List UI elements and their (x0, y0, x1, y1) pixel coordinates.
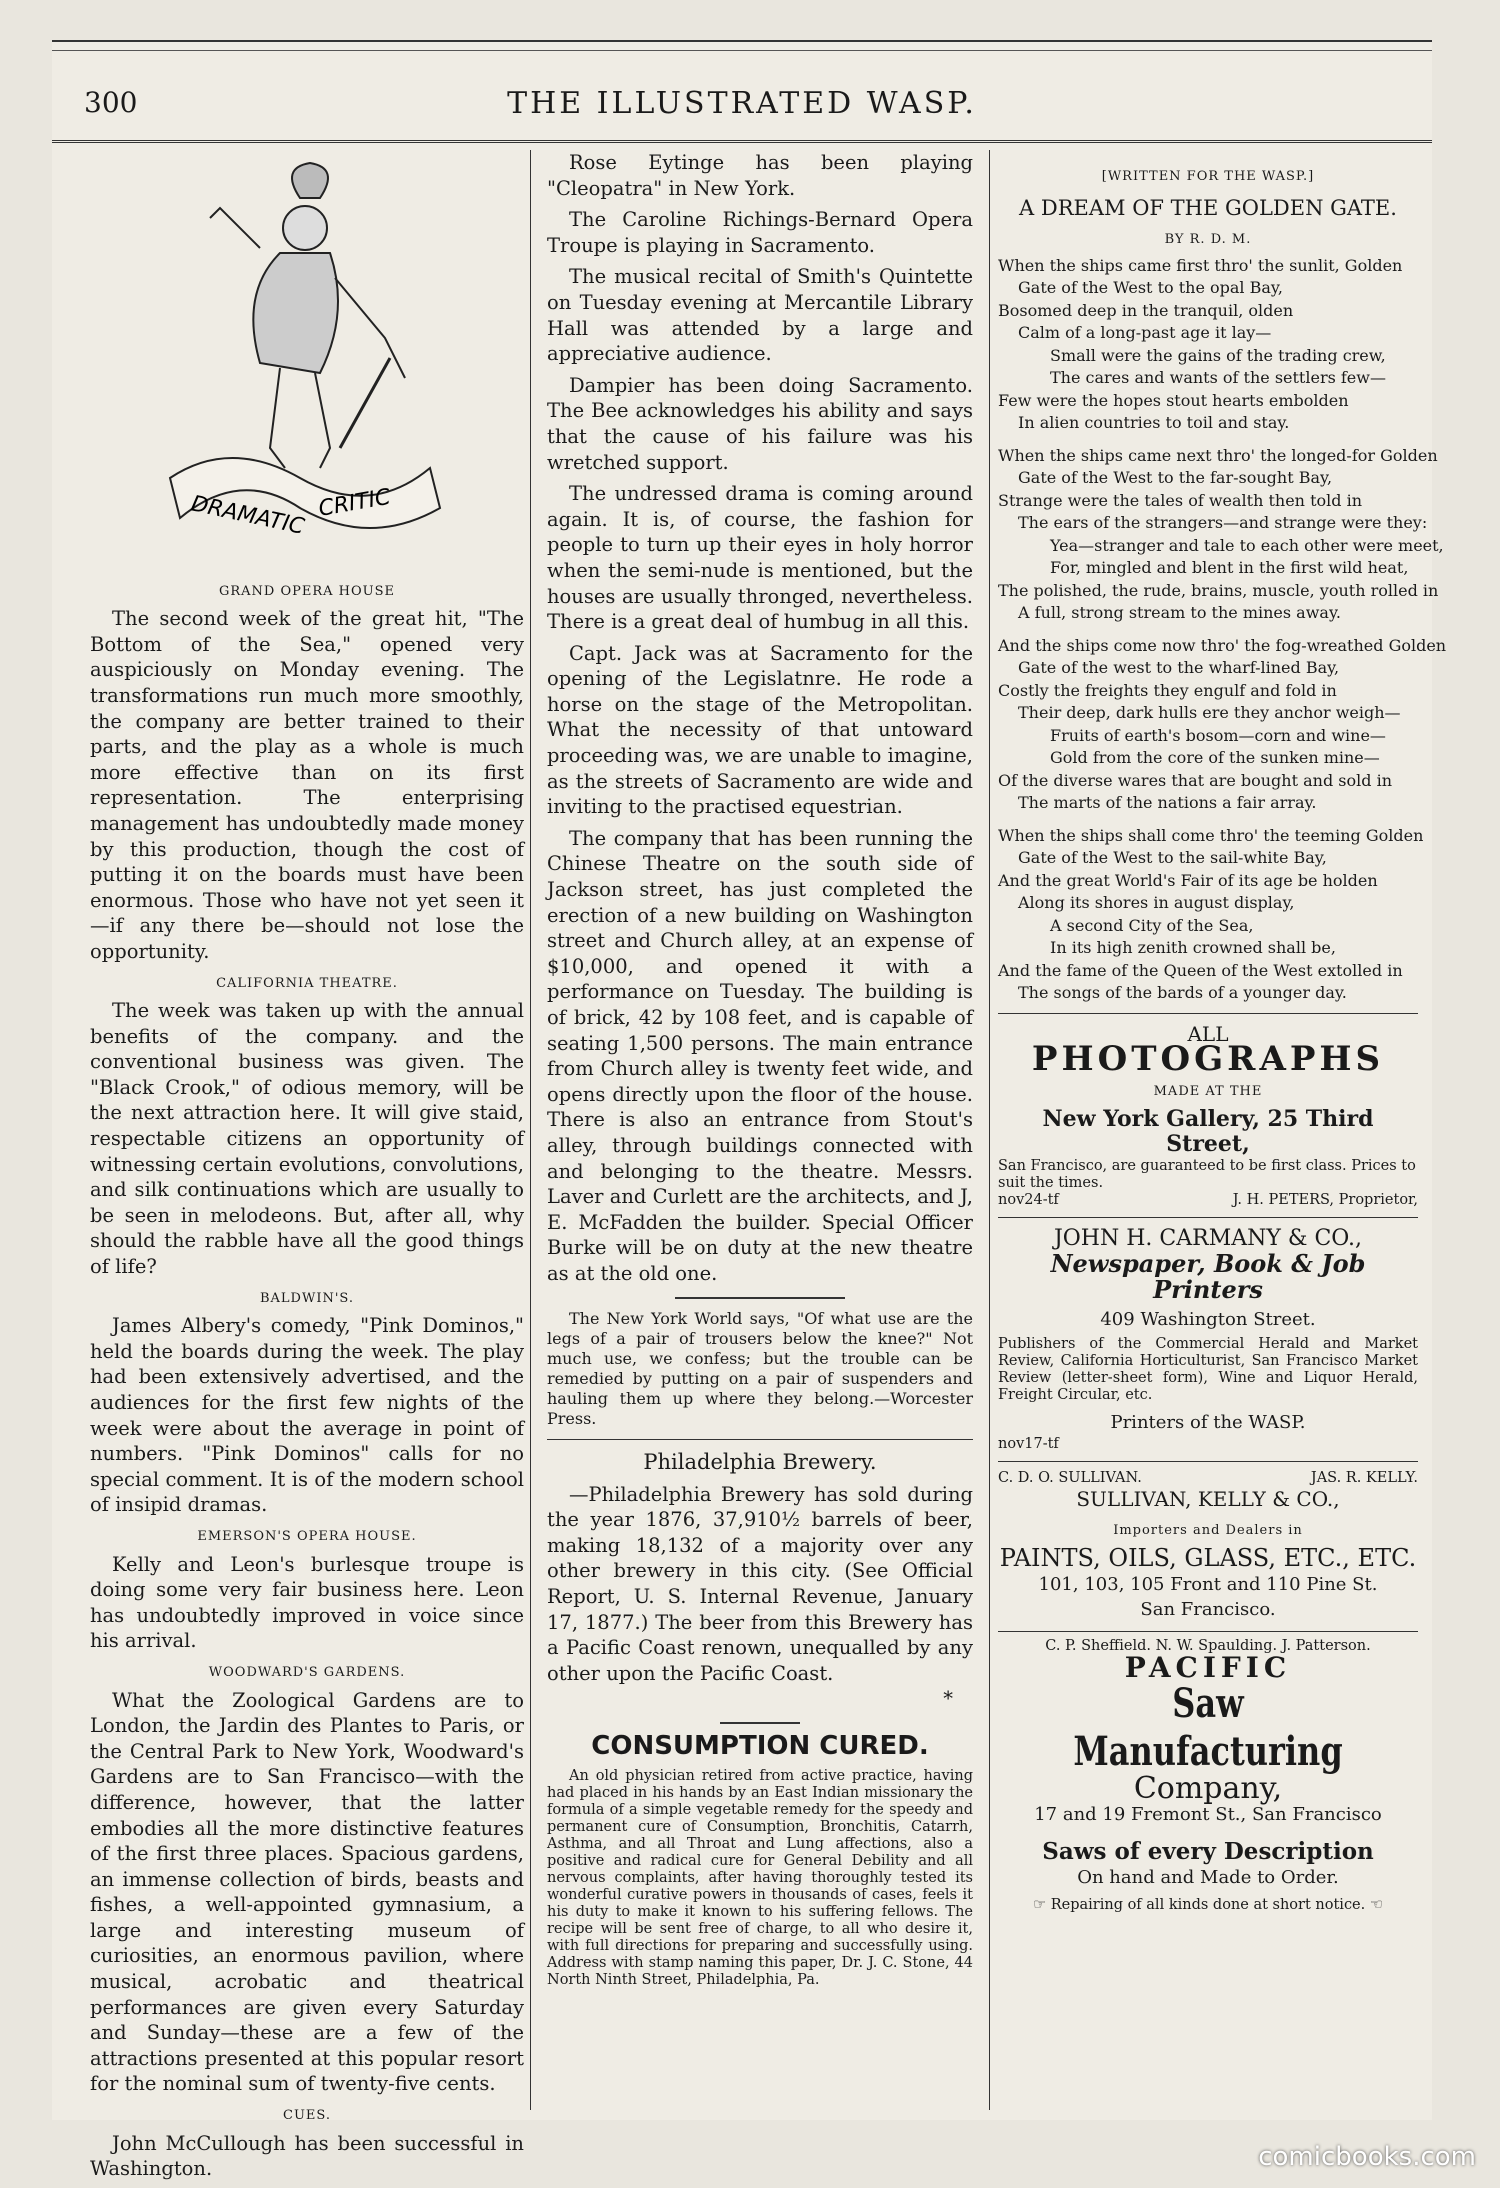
poem-line: Bosomed deep in the tranquil, olden (998, 300, 1294, 320)
article-cues: John McCullough has been successful in Washington. (90, 2131, 524, 2181)
heading-emerson: EMERSON'S OPERA HOUSE. (197, 1528, 417, 1544)
ad-skc-address: 101, 103, 105 Front and 110 Pine St. (1038, 1573, 1378, 1595)
poem-line: Gate of the West to the far-sought Bay, (1018, 468, 1333, 488)
ad-photo-sf: San Francisco, are guaranteed to be first class. Prices to suit the times. (998, 1157, 1416, 1191)
note-capt-jack: Capt. Jack was at Sacramento for the opening of the Legislatnre. He rode a horse on the stage of the Metropolitan. What the necessity of that untoward proceeding was, we are unable to imagine, as the streets of Sacramento are wide and inviting to the practised equestrian. (547, 641, 973, 819)
article-california: The week was taken up with the annual benefits of the company. and the conventional business was given. The "Black Crook," of odious memory, will be the next attraction here. It will give staid, respectable citizens an opportunity of witnessing certain evolutions, convolutions, and silk continuations which are usually to be seen in melodeons. But, after all, why should the rabble have all the good things of life? (90, 999, 524, 1279)
poem-line: Fruits of earth's bosom—corn and wine— (1050, 725, 1386, 745)
ad-carmany-code: nov17-tf (998, 1435, 1059, 1452)
ad-photographs (998, 1014, 1418, 1218)
ad-skc-city: San Francisco. (1140, 1599, 1276, 1621)
note-eytinge: Rose Eytinge has been playing "Cleopatra" in New York. (547, 151, 973, 200)
poem-line: The ears of the strangers—and strange were they: (1018, 513, 1428, 533)
poem-line: When the ships shall come thro' the teeming Golden (998, 825, 1424, 845)
ad-photo-code: nov24-tf (998, 1191, 1059, 1208)
brewery-text: —Philadelphia Brewery has sold during the year 1876, 37,910½ barrels of beer, making 18,132 of a majority over any other brewery in this city. (See Official Report, U. S. Internal Revenue, January 17, 1877.) The beer from this Brewery has a Pacific Coast renown, unequalled by any other upon the Pacific Coast. (547, 1482, 973, 1685)
poem-line: In alien countries to toil and stay. (1018, 413, 1290, 433)
star-mark: * (943, 1687, 953, 1711)
column-middle (530, 150, 990, 2110)
poem-title: A DREAM OF THE GOLDEN GATE. (1019, 195, 1397, 220)
heading-california: CALIFORNIA THEATRE. (216, 975, 398, 991)
note-chinese-theatre: The company that has been running the Chinese Theatre on the south side of Jackson street, has just completed the erection of a new building on Washington street and Church alley, at an expense of $10,000, and opened it with a performance on Tuesday. The building is of brick, 42 by 108 feet, and is capable of seating 1,500 persons. The main entrance from Church alley is twenty feet wide, and opens directly upon the floor of the house. There is also an entrance from Stout's alley, through buildings connected with and belonging to the theatre. Messrs. Laver and Curlett are the architects, and J, E. McFadden the builder. Special Officer Burke will be on duty at the new theatre as at the old one. (547, 826, 973, 1285)
ad-saw-address: 17 and 19 Fremont St., San Francisco (1034, 1803, 1382, 1825)
heading-cues: CUES. (283, 2108, 331, 2124)
poem-line: Their deep, dark hulls ere they anchor weigh— (1018, 703, 1401, 723)
ad-carmany-printers: Printers of the WASP. (1110, 1412, 1306, 1434)
poem-block (998, 150, 1447, 1014)
poem-line: Calm of a long-past age it lay— (1018, 323, 1272, 343)
hand-pointer-icon: ☞ (1033, 1896, 1051, 1913)
consumption-text: An old physician retired from active practice, having had placed in his hands by an East Indian missionary the formula of a simple vegetable remedy for the speedy and permanent cure of Consumption, Bronchitis, Catarrh, Asthma, and all Throat and Lung affections, also a positive and radical cure for General Debility and all nervous complaints, after having thoroughly tested its wonderful curative powers in thousands of cases, feels it his duty to make it known to his suffering fellows. The recipe will be sent free of charge, to all who desire it, with full directions for preparing and successfully using. Address with stamp naming this paper, Dr. J. C. Stone, 44 North Ninth Street, Philadelphia, Pa. (547, 1767, 973, 1988)
poem-line: The polished, the rude, brains, muscle, youth rolled in (998, 580, 1439, 600)
article-baldwin: James Albery's comedy, "Pink Dominos," held the boards during the week. The play had been extensively advertised, and the audiences for the first few nights of the week were about the average in point of numbers. "Pink Dominos" calls for no special comment. It is of the modern school of insipid dramas. (90, 1314, 524, 1517)
poem-line: And the ships come now thro' the fog-wreathed Golden (998, 635, 1447, 655)
poem-line: Gold from the core of the sunken mine— (1050, 748, 1380, 768)
poem-line: For, mingled and blent in the first wild heat, (1050, 558, 1409, 578)
top-rule (52, 40, 1432, 51)
brewery-title: Philadelphia Brewery. (643, 1450, 877, 1475)
poem-line: Gate of the West to the sail-white Bay, (1018, 848, 1327, 868)
article-woodward: What the Zoological Gardens are to London, the Jardin des Plantes to Paris, or the Central Park to New York, Woodward's Gardens are to San Francisco—with the difference, however, that the latter embodies all the more distinctive features of the first three places. Spacious gardens, an immense collection of birds, beasts and fishes, a well-appointed gymnasium, a large and interesting museum of curiosities, an enormous pavilion, where musical, acrobatic and theatrical performances are given every Saturday and Sunday—these are a few of the attractions presented at this popular resort for the nominal sum of twenty-five cents. (90, 1688, 524, 2096)
article-grand-opera: The second week of the great hit, "The Bottom of the Sea," opened very auspiciously on Monday evening. The transformations run much more smoothly, the company are better trained to their parts, and the play as a whole is much more effective than on its first representation. The enterprising management has undoubtedly made money by this production, though the cost of putting it on the boards must have been enormous. Those who have not yet seen it—if any there be—should not lose the opportunity. (90, 607, 524, 963)
ad-photo-all: ALL (1187, 1021, 1229, 1046)
page-header (52, 86, 1432, 136)
ad-carmany-type: Newspaper, Book & Job Printers (1050, 1249, 1366, 1304)
note-world: The New York World says, "Of what use are the legs of a pair of trousers below the knee?" Not much use, we confess; but the trouble can be remedied by putting on a pair of suspenders and hauling them up where they belong.—Worcester Press. (547, 1308, 973, 1428)
ad-photo-title: PHOTOGRAPHS (1031, 1039, 1385, 1080)
banner-critic: CRITIC (316, 484, 393, 522)
poem-line: A full, strong stream to the mines away. (1018, 603, 1341, 623)
ad-sullivan-kelly (998, 1462, 1418, 1632)
ad-carmany-address: 409 Washington Street. (1100, 1308, 1316, 1330)
ad-skc-partner-left: C. D. O. SULLIVAN. (998, 1469, 1142, 1486)
header-rule (52, 140, 1432, 143)
ad-saw-repair: Repairing of all kinds done at short notice. (1050, 1896, 1366, 1913)
note-richings: The Caroline Richings-Bernard Opera Troupe is playing in Sacramento. (547, 208, 973, 257)
banner-dramatic: DRAMATIC (188, 491, 307, 540)
poem-line: When the ships came first thro' the sunlit, Golden (998, 255, 1403, 275)
note-quintette: The musical recital of Smith's Quintette on Tuesday evening at Mercantile Library Hall was attended by a large and appreciative audience. (547, 265, 973, 366)
page-number: 300 (84, 86, 138, 119)
masthead: THE ILLUSTRATED WASP. (507, 86, 977, 121)
ad-carmany-name: JOHN H. CARMANY & CO., (1053, 1225, 1363, 1251)
poem-line: Yea—stranger and tale to each other were meet, (1050, 535, 1444, 555)
poem-line: In its high zenith crowned shall be, (1050, 938, 1336, 958)
column-left (90, 150, 524, 2188)
ad-pacific-saw (998, 1632, 1418, 1914)
heading-baldwin: BALDWIN'S. (259, 1290, 355, 1306)
poem-line: Gate of the west to the wharf-lined Bay, (1018, 658, 1340, 678)
poem-line: And the fame of the Queen of the West extolled in (998, 960, 1403, 980)
poem-line: The cares and wants of the settlers few— (1050, 368, 1386, 388)
poem-byline: BY R. D. M. (1164, 232, 1252, 248)
ad-carmany (998, 1218, 1418, 1462)
ad-skc-partner-right: JAS. R. KELLY. (1310, 1469, 1418, 1486)
article-emerson: Kelly and Leon's burlesque troupe is doing some very fair business here. Leon has undoubtedly improved in voice since his arrival. (90, 1552, 524, 1653)
ad-saw-manufacturing: Saw Manufacturing (1073, 1680, 1343, 1776)
poem-line: A second City of the Sea, (1050, 915, 1254, 935)
ad-saw-description: Saws of every Description (1042, 1838, 1374, 1866)
watermark: comicbooks.com (1258, 2142, 1476, 2172)
poem-line: Few were the hopes stout hearts embolden (998, 390, 1349, 410)
heading-grand-opera: GRAND OPERA HOUSE (218, 583, 396, 599)
ad-saw-on-hand: On hand and Made to Order. (1077, 1867, 1339, 1889)
ad-skc-name: SULLIVAN, KELLY & CO., (1076, 1486, 1340, 1511)
poem-stanza-break (998, 435, 1418, 445)
ad-skc-importers: Importers and Dealers in (1113, 1523, 1303, 1539)
dramatic-critic-illustration (150, 158, 450, 558)
poem-line: When the ships came next thro' the longed-for Golden (998, 445, 1438, 465)
poem-line: And the great World's Fair of its age be holden (998, 870, 1378, 890)
poem-line: Costly the freights they engulf and fold in (998, 680, 1337, 700)
ad-photo-gallery: New York Gallery, 25 Third Street, (1042, 1105, 1374, 1158)
heading-woodward: WOODWARD'S GARDENS. (208, 1664, 406, 1680)
ad-saw-pacific: PACIFIC (1124, 1650, 1292, 1684)
poem-line: Strange were the tales of wealth then told in (998, 490, 1362, 510)
column-right (998, 150, 1447, 1914)
divider (720, 1722, 800, 1724)
divider (675, 1297, 845, 1299)
poem-line: Gate of the West to the opal Bay, (1018, 278, 1283, 298)
hand-pointer-icon: ☜ (1365, 1896, 1383, 1913)
poem-line: Of the diverse wares that are bought and sold in (998, 770, 1392, 790)
poem-tag: [WRITTEN FOR THE WASP.] (1101, 169, 1315, 184)
poem-lines (998, 255, 1447, 1005)
poem-stanza-break (998, 625, 1418, 635)
ad-saw-names: C. P. Sheffield. N. W. Spaulding. J. Patterson. (1045, 1637, 1371, 1654)
poem-stanza-break (998, 815, 1418, 825)
ad-photo-proprietor: J. H. PETERS, Proprietor, (1232, 1191, 1418, 1208)
ad-skc-goods: PAINTS, OILS, GLASS, ETC., ETC. (999, 1543, 1417, 1572)
poem-line: Small were the gains of the trading crew, (1050, 345, 1386, 365)
poem-line: The marts of the nations a fair array. (1018, 793, 1317, 813)
ad-saw-company: Company, (1133, 1771, 1283, 1807)
note-undressed: The undressed drama is coming around again. It is, of course, the fashion for people to turn up their eyes in holy horror when the semi-nude is mentioned, but the houses are usually thronged, nevertheless. There is a great deal of humbug in all this. (547, 482, 973, 634)
poem-line: The songs of the bards of a younger day. (1018, 983, 1347, 1003)
ad-carmany-publications: Publishers of the Commercial Herald and Market Review, California Horticulturist, San Francisco Market Review (letter-sheet form), Wine and Liquor Herald, Freight Circular, etc. (998, 1336, 1418, 1404)
divider (547, 1439, 973, 1441)
note-dampier: Dampier has been doing Sacramento. The Bee acknowledges his ability and says that the cause of his failure was his wretched support. (547, 373, 973, 474)
poem-line: Along its shores in august display, (1018, 893, 1295, 913)
consumption-title: CONSUMPTION CURED. (591, 1730, 929, 1761)
ad-photo-made: MADE AT THE (1153, 1083, 1263, 1099)
